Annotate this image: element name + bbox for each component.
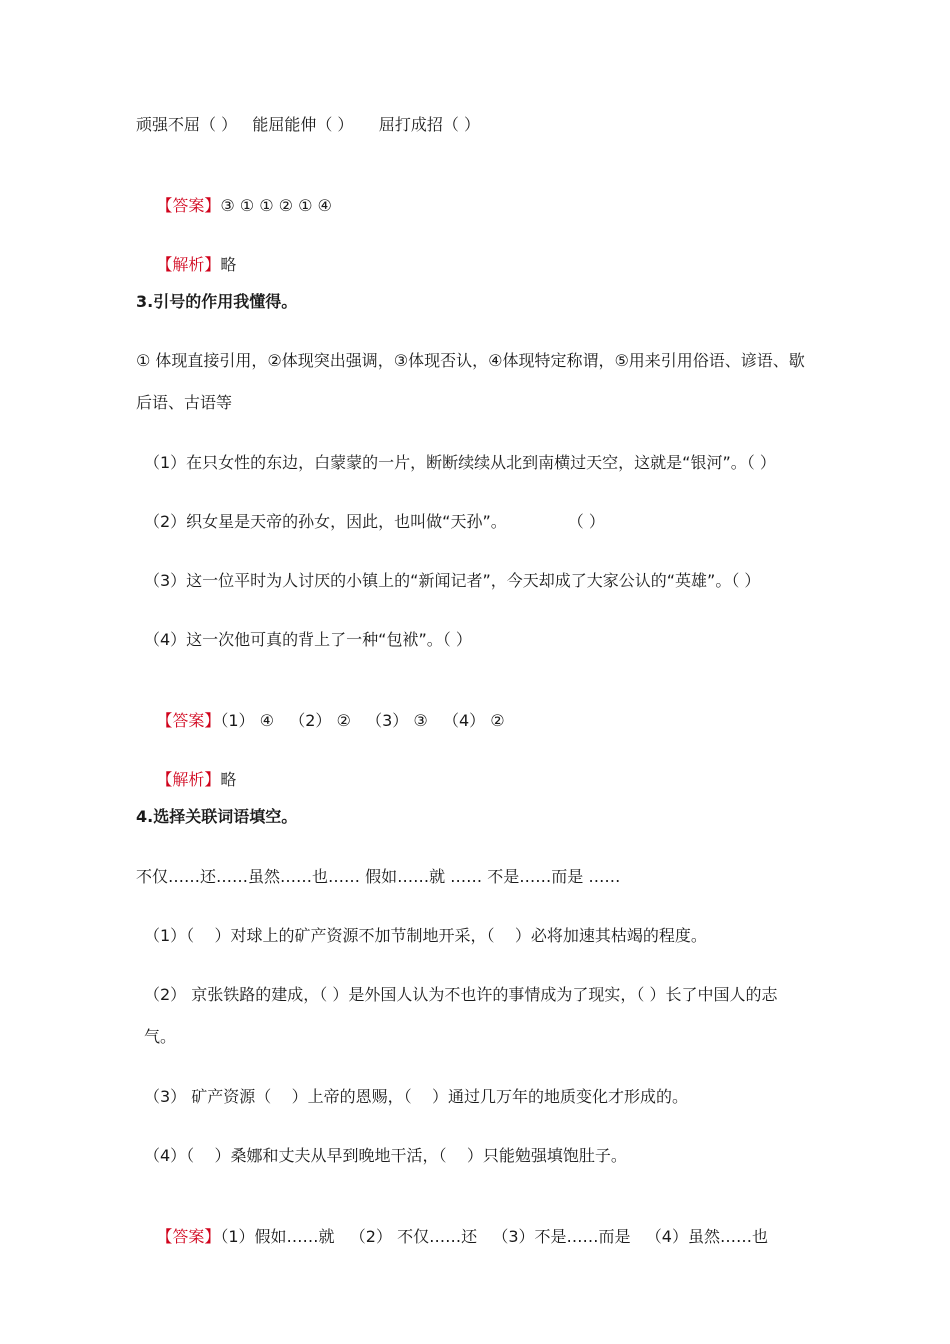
question-4-item-1: （1）（ ）对球上的矿产资源不加节制地开采，（ ）必将加速其枯竭的程度。 — [144, 926, 707, 945]
answer-line — [136, 1204, 768, 1270]
answer-text: ③ ① ① ② ① ④ — [220, 196, 332, 215]
question-4-item-2: （2） 京张铁路的建成，（ ）是外国人认为不也许的事情成为了现实，（ ）长了中国人的志气。 — [144, 985, 778, 1046]
answer-text: （1）假如……就 （2） 不仅……还 （3）不是……而是 （4）虽然……也 — [220, 1227, 768, 1246]
question-4-item-3: （3） 矿产资源（ ）上帝的恩赐，（ ）通过几万年的地质变化才形成的。 — [144, 1087, 688, 1106]
analysis-line — [136, 232, 236, 298]
question-4-word-bank: 不仅……还……虽然……也…… 假如……就 …… 不是……而是 …… — [136, 867, 621, 886]
question-3-options: ① 体现直接引用，②体现突出强调，③体现否认，④体现特定称谓，⑤用来引用俗语、谚语、歇后语、古语等 — [136, 351, 805, 412]
answer-tag: 【答案】 — [156, 196, 221, 215]
answer-line — [136, 173, 332, 239]
question-3-item-3: （3）这一位平时为人讨厌的小镇上的“新闻记者”，今天却成了大家公认的“英雄”。（ ） — [144, 571, 761, 590]
analysis-tag: 【解析】 — [156, 255, 221, 274]
answer-line — [136, 688, 505, 754]
answer-text: （1） ④ （2） ② （3） ③ （4） ② — [220, 711, 505, 730]
analysis-tag: 【解析】 — [156, 770, 221, 789]
answer-tag: 【答案】 — [156, 711, 221, 730]
analysis-text: 略 — [220, 770, 237, 789]
question-3-title: 3.引号的作用我懂得。 — [136, 292, 298, 311]
idiom-options-line: 顽强不屈（ ） 能屈能伸（ ） 屈打成招（ ） — [136, 115, 480, 134]
answer-tag: 【答案】 — [156, 1227, 221, 1246]
question-4-title: 4.选择关联词语填空。 — [136, 807, 298, 826]
question-3-item-2: （2）织女星是天帝的孙女，因此，也叫做“天孙”。 （ ） — [144, 512, 605, 531]
analysis-line — [136, 747, 236, 813]
question-4-item-4: （4）（ ）桑娜和丈夫从早到晚地干活，（ ）只能勉强填饱肚子。 — [144, 1146, 627, 1165]
question-3-item-1: （1）在只女性的东边，白蒙蒙的一片，断断续续从北到南横过天空，这就是“银河”。（ ） — [144, 453, 776, 472]
analysis-text: 略 — [220, 255, 237, 274]
question-3-item-4: （4）这一次他可真的背上了一种“包袱”。（ ） — [144, 630, 472, 649]
